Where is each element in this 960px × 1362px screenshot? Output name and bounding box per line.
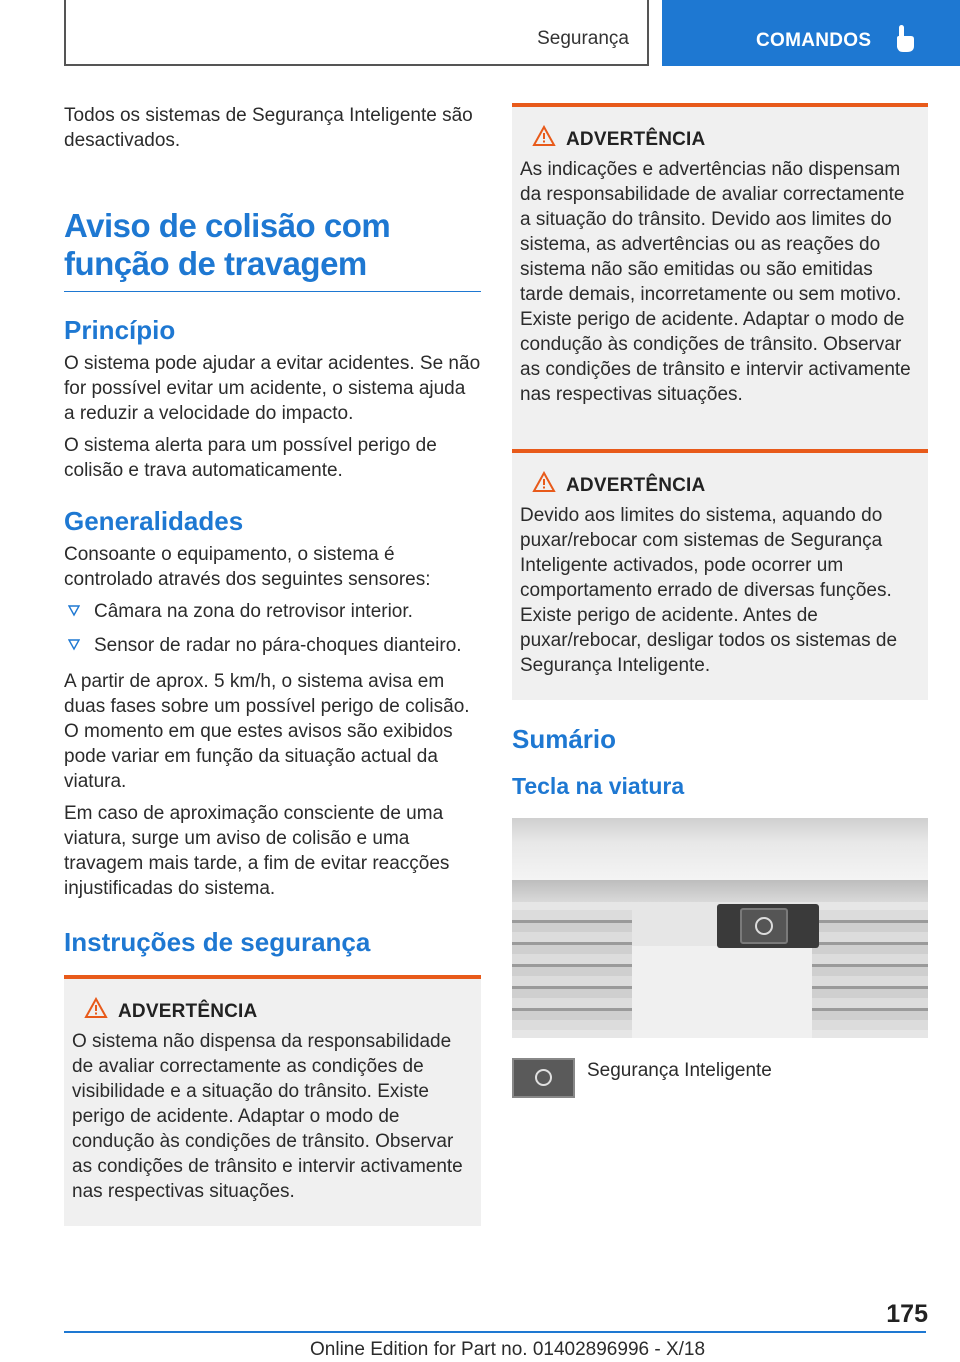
general-paragraph-1: Consoante o equipamento, o sistema é controlado através dos seguintes sensores:: [64, 544, 431, 590]
page-number: 175: [886, 1300, 928, 1328]
footer-edition: Online Edition for Part no. 01402896996 - X/18: [310, 1339, 706, 1360]
warning-text: As indicações e advertências não dispensam da responsabilidade de avaliar correctamente a situação do trânsito. Devido aos limites do sistema, as advertências ou as reações do sistema não são emitidas ou são emitidas tarde demais, incorretamente ou sem motivo. Existe perigo de acidente. Adaptar o modo de condução às condições de trânsito. Observar as condições de trânsito e intervir activamente nas respectivas situações.: [520, 159, 911, 405]
footer-divider: [64, 1331, 926, 1333]
safety-button-image: [740, 908, 788, 944]
warning-box: [64, 975, 481, 1226]
list-item-text: Sensor de radar no pára-choques dianteiro.: [94, 635, 462, 656]
warning-box: [512, 449, 928, 700]
list-item: [64, 633, 481, 658]
warning-title: ADVERTÊNCIA: [118, 1001, 258, 1022]
summary-heading: Sumário: [512, 724, 617, 754]
header-chapter-tab: [662, 0, 960, 66]
general-paragraph-3: Em caso de aproximação consciente de uma viatura, surge um aviso de colisão e uma travagem mais tarde, a fim de evitar reacções injustificadas do sistema.: [64, 803, 450, 899]
vehicle-button-photo: [512, 818, 928, 1038]
header-section-label: Segurança: [537, 28, 629, 49]
principle-heading: Princípio: [64, 315, 176, 345]
warning-box: [512, 103, 928, 437]
warning-triangle-icon: [532, 471, 556, 493]
right-column: [512, 103, 928, 1118]
list-item-text: Câmara na zona do retrovisor interior.: [94, 601, 413, 622]
intro-text: Todos os sistemas de Segurança Inteligente são desactivados.: [64, 105, 473, 151]
bullet-triangle-icon: [68, 639, 80, 651]
button-heading: Tecla na viatura: [512, 773, 685, 799]
hand-pointer-icon: [894, 24, 916, 54]
header-section-tab: [64, 0, 649, 66]
list-item: [64, 599, 481, 624]
page-title: Aviso de colisão com função de travagem: [64, 207, 481, 292]
warning-text: Devido aos limites do sistema, aquando do puxar/rebocar com sistemas de Segurança Inteligente activados, pode ocorrer um comportamento errado de diversas funções. Existe perigo de acidente. Antes de puxar/rebocar, desligar todos os sistemas de Segurança Inteligente.: [520, 505, 898, 676]
warning-triangle-icon: [84, 997, 108, 1019]
left-column: [64, 103, 481, 1226]
general-heading: Generalidades: [64, 506, 244, 536]
legend-label: Segurança Inteligente: [587, 1060, 772, 1081]
safety-heading: Instruções de segurança: [64, 927, 371, 957]
warning-title: ADVERTÊNCIA: [566, 475, 706, 496]
header-chapter-label: COMANDOS: [756, 30, 872, 51]
intelligent-safety-button-icon: [512, 1058, 575, 1098]
sensor-list: [64, 599, 481, 658]
principle-paragraph-1: O sistema pode ajudar a evitar acidentes. Se não for possível evitar um acidente, o sistema ajuda a reduzir a velocidade do impacto.: [64, 353, 481, 424]
warning-triangle-icon: [532, 125, 556, 147]
bullet-triangle-icon: [68, 605, 80, 617]
general-paragraph-2: A partir de aprox. 5 km/h, o sistema avisa em duas fases sobre um possível perigo de colisão. O momento em que estes avisos são exibidos pode variar em função da situação actual da viatura.: [64, 671, 470, 792]
warning-title: ADVERTÊNCIA: [566, 129, 706, 150]
warning-text: O sistema não dispensa da responsabilidade de avaliar correctamente as condições de visibilidade e a situação do trânsito. Existe perigo de acidente. Adaptar o modo de condução às condições de trânsito. Observar as condições de trânsito e intervir activamente nas respectivas situações.: [72, 1031, 463, 1202]
button-legend: [512, 1058, 928, 1118]
principle-paragraph-2: O sistema alerta para um possível perigo de colisão e trava automaticamente.: [64, 435, 437, 481]
